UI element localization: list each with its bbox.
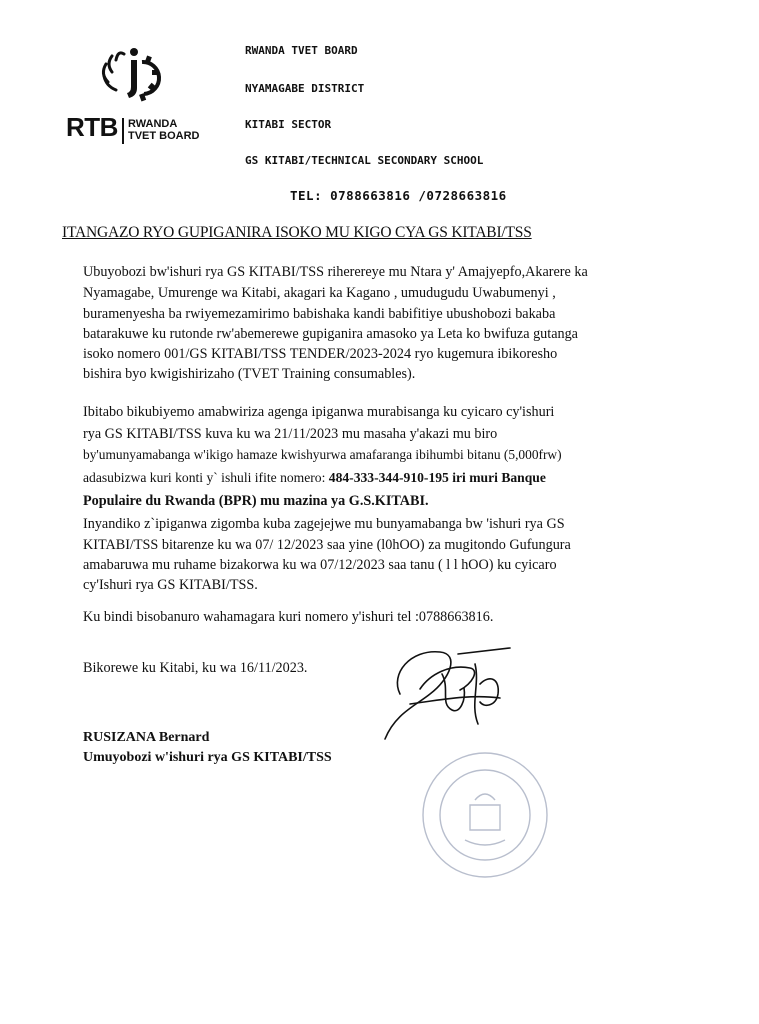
header-board: RWANDA TVET BOARD (245, 44, 358, 57)
rtb-gear-j-icon (94, 42, 164, 112)
header-district: NYAMAGABE DISTRICT (245, 82, 365, 95)
logo-line2: TVET BOARD (128, 130, 200, 142)
p2-line: Ibitabo bikubiyemo amabwiriza agenga ipiganwa murabisanga ku cyicaro cy'ishuri (83, 404, 555, 420)
p2-bank-line: Populaire du Rwanda (BPR) mu mazina ya G.S.KITABI. (83, 493, 429, 509)
p1-line: batarakuwe ku rutonde rw'abemerewe gupiganira amasoko ya Leta ko bwifuza gutanga (83, 326, 578, 342)
date-line: Bikorewe ku Kitabi, ku wa 16/11/2023. (83, 660, 308, 676)
stamp-icon (415, 745, 555, 885)
p1-line: Nyamagabe, Umurenge wa Kitabi, akagari ka Kagano , umudugudu Uwabumenyi , (83, 285, 556, 301)
signatory-role: Umuyobozi w'ishuri rya GS KITABI/TSS (83, 750, 332, 765)
logo-divider (122, 118, 124, 144)
logo-text (128, 118, 200, 142)
p2-account-number: 484-333-344-910-195 iri muri Banque (328, 470, 546, 485)
p3-line: KITABI/TSS bitarenze ku wa 07/ 12/2023 saa yine (l0hOO) za mugitondo Gufungura (83, 537, 571, 553)
notice-title: ITANGAZO RYO GUPIGANIRA ISOKO MU KIGO CYA GS KITABI/TSS (62, 224, 532, 241)
p3-line: amabaruwa mu ruhame bizakorwa ku wa 07/12/2023 saa tanu ( l l hOO) ku cyicaro (83, 557, 557, 573)
contact-line: Ku bindi bisobanuro wahamagara kuri nomero y'ishuri tel :0788663816. (83, 609, 494, 625)
p2-line: by'umunyamabanga w'ikigo hamaze kwishyurwa amafaranga ibihumbi bitanu (5,000frw) (83, 447, 562, 462)
p1-line: buramenyesha ba rwiyemezamirimo babishaka kandi babifitiye ubushobozi bakaba (83, 306, 556, 322)
rtb-logo (66, 42, 226, 152)
logo-abbr: RTB (66, 112, 118, 142)
header-sector: KITABI SECTOR (245, 118, 332, 131)
p1-line: Ubuyobozi bw'ishuri rya GS KITABI/TSS riherereye mu Ntara y' Amajyepfo,Akarere ka (83, 264, 588, 280)
p2-line: rya GS KITABI/TSS kuva ku wa 21/11/2023 mu masaha y'akazi mu biro (83, 426, 498, 442)
p3-line: cy'Ishuri rya GS KITABI/TSS. (83, 577, 258, 593)
header-school: GS KITABI/TECHNICAL SECONDARY SCHOOL (245, 154, 484, 167)
p3-line: Inyandiko z`ipiganwa zigomba kuba zagejejwe mu bunyamabanga bw 'ishuri rya GS (83, 516, 565, 532)
p1-line: isoko nomero 001/GS KITABI/TSS TENDER/2023-2024 ryo kugemura ibikoresho (83, 346, 558, 362)
logo-line1: RWANDA (128, 118, 178, 130)
p1-line: bishira byo kwigishirizaho (TVET Training consumables). (83, 366, 416, 382)
p2-line (83, 470, 546, 486)
header-tel: TEL: 0788663816 /0728663816 (290, 188, 507, 203)
signatory-name: RUSIZANA Bernard (83, 730, 210, 745)
signature-icon (380, 634, 530, 744)
p2-account-intro: adasubizwa kuri konti y` ishuli ifite nomero: (83, 470, 329, 485)
